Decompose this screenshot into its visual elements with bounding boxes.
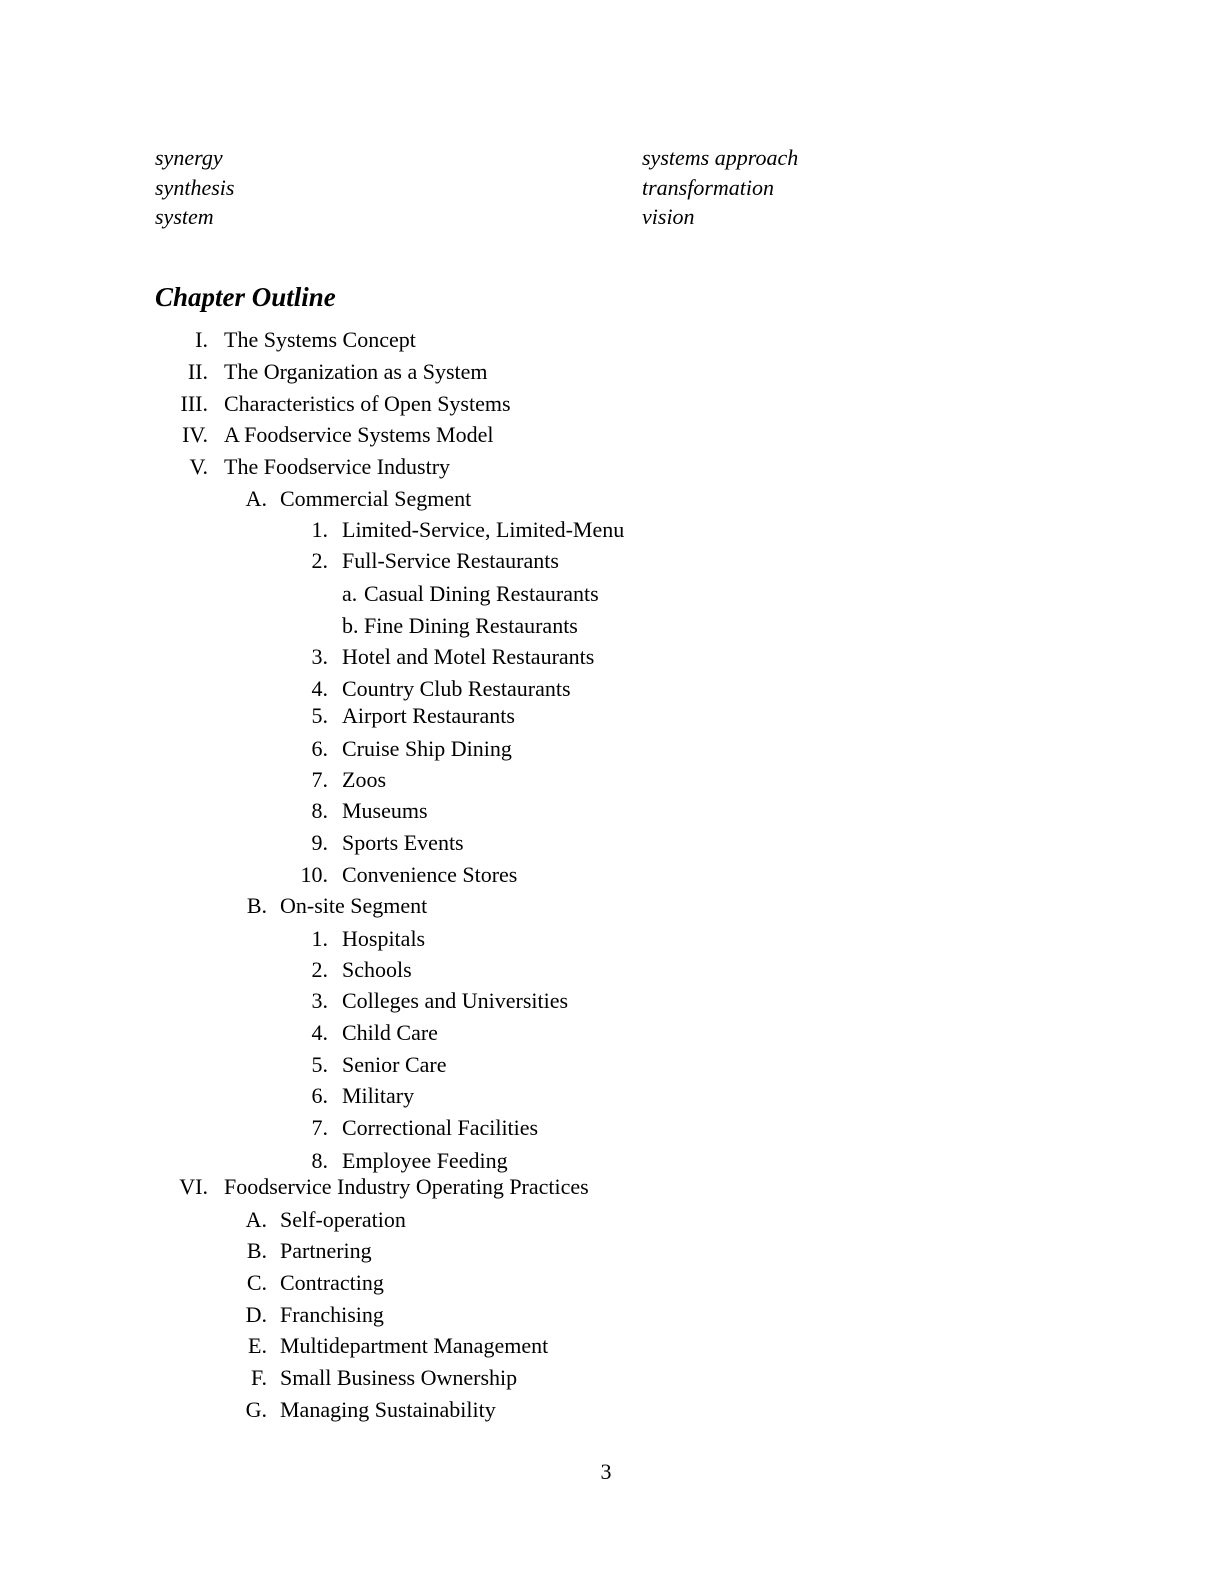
- outline-text: Hotel and Motel Restaurants: [342, 644, 595, 669]
- outline-marker: b.: [342, 613, 359, 638]
- outline-text: Franchising: [280, 1302, 384, 1327]
- outline-text: Schools: [342, 957, 412, 982]
- outline-marker: 10.: [300, 862, 328, 887]
- key-term: systems approach: [642, 145, 799, 170]
- outline-text: The Organization as a System: [224, 359, 488, 384]
- outline-marker: III.: [180, 391, 208, 416]
- outline-marker: 8.: [311, 1148, 328, 1173]
- outline-text: Partnering: [280, 1238, 372, 1263]
- outline-text: Employee Feeding: [342, 1148, 508, 1173]
- outline-marker: 5.: [311, 703, 328, 728]
- outline-marker: 7.: [311, 767, 328, 792]
- key-term: synergy: [155, 145, 223, 170]
- outline-text: Sports Events: [342, 830, 464, 855]
- page-number: 3: [600, 1459, 612, 1484]
- outline-text: Correctional Facilities: [342, 1115, 539, 1140]
- outline-text: Contracting: [280, 1270, 384, 1295]
- outline-text: Senior Care: [342, 1052, 447, 1077]
- outline-marker: 8.: [311, 798, 328, 823]
- outline-marker: 4.: [311, 676, 328, 701]
- outline-marker: 4.: [311, 1020, 328, 1045]
- outline-marker: 3.: [311, 644, 328, 669]
- outline-marker: 3.: [311, 988, 328, 1013]
- key-terms-left-column: [155, 143, 234, 232]
- outline-marker: 9.: [311, 830, 328, 855]
- outline-marker: D.: [245, 1302, 267, 1327]
- key-term: synthesis: [155, 174, 235, 200]
- outline-text: Self-operation: [280, 1207, 406, 1232]
- outline-marker: C.: [246, 1270, 267, 1295]
- outline-marker: 6.: [311, 1083, 328, 1108]
- outline-marker: E.: [248, 1333, 267, 1358]
- outline-marker: G.: [245, 1397, 267, 1422]
- outline-text: Multidepartment Management: [280, 1333, 549, 1358]
- outline-marker: A.: [245, 1207, 267, 1232]
- key-term: vision: [642, 204, 695, 229]
- outline-marker: A.: [245, 486, 267, 511]
- outline-text: Commercial Segment: [280, 486, 472, 511]
- outline-marker: 2.: [311, 548, 328, 573]
- outline-text: Cruise Ship Dining: [342, 736, 512, 761]
- outline-text: Museums: [342, 798, 428, 823]
- outline-text: Country Club Restaurants: [342, 676, 571, 701]
- outline-marker: VI.: [179, 1174, 208, 1199]
- key-term: system: [155, 204, 214, 229]
- outline-marker: F.: [251, 1365, 267, 1390]
- outline-marker: IV.: [182, 422, 208, 447]
- outline-marker: 6.: [311, 736, 328, 761]
- outline-marker: 1.: [311, 517, 328, 542]
- key-terms-right-column: [642, 143, 798, 232]
- outline-text: Child Care: [342, 1020, 438, 1045]
- outline-marker: 5.: [311, 1052, 328, 1077]
- outline-text: A Foodservice Systems Model: [224, 422, 494, 447]
- outline-marker: 1.: [311, 926, 328, 951]
- key-term: transformation: [642, 174, 775, 200]
- outline-text: Casual Dining Restaurants: [364, 581, 599, 606]
- outline-marker: B.: [246, 1238, 267, 1263]
- outline-text: The Systems Concept: [224, 327, 416, 352]
- outline-text: Full-Service Restaurants: [342, 548, 559, 573]
- outline-text: On-site Segment: [280, 893, 428, 918]
- outline-text: Hospitals: [342, 926, 426, 951]
- outline-text: Military: [342, 1083, 415, 1108]
- outline-marker: 7.: [311, 1115, 328, 1140]
- outline-marker: B.: [246, 893, 267, 918]
- outline-text: Limited-Service, Limited-Menu: [342, 517, 625, 542]
- outline-text: Small Business Ownership: [280, 1365, 518, 1390]
- chapter-outline-heading: Chapter Outline: [155, 282, 336, 312]
- outline-marker: I.: [195, 327, 208, 352]
- outline-text: Foodservice Industry Operating Practices: [224, 1174, 589, 1199]
- outline-marker: II.: [187, 359, 208, 384]
- outline-text: Characteristics of Open Systems: [224, 391, 511, 416]
- outline-text: Colleges and Universities: [342, 988, 569, 1013]
- outline-text: Convenience Stores: [342, 862, 518, 887]
- outline-text: Managing Sustainability: [280, 1397, 496, 1422]
- outline-text: Fine Dining Restaurants: [364, 613, 578, 638]
- outline-marker: V.: [189, 454, 208, 479]
- outline-text: The Foodservice Industry: [224, 454, 451, 479]
- outline-marker: 2.: [311, 957, 328, 982]
- outline-text: Airport Restaurants: [342, 703, 515, 728]
- outline-marker: a.: [342, 581, 358, 606]
- outline-text: Zoos: [342, 767, 386, 792]
